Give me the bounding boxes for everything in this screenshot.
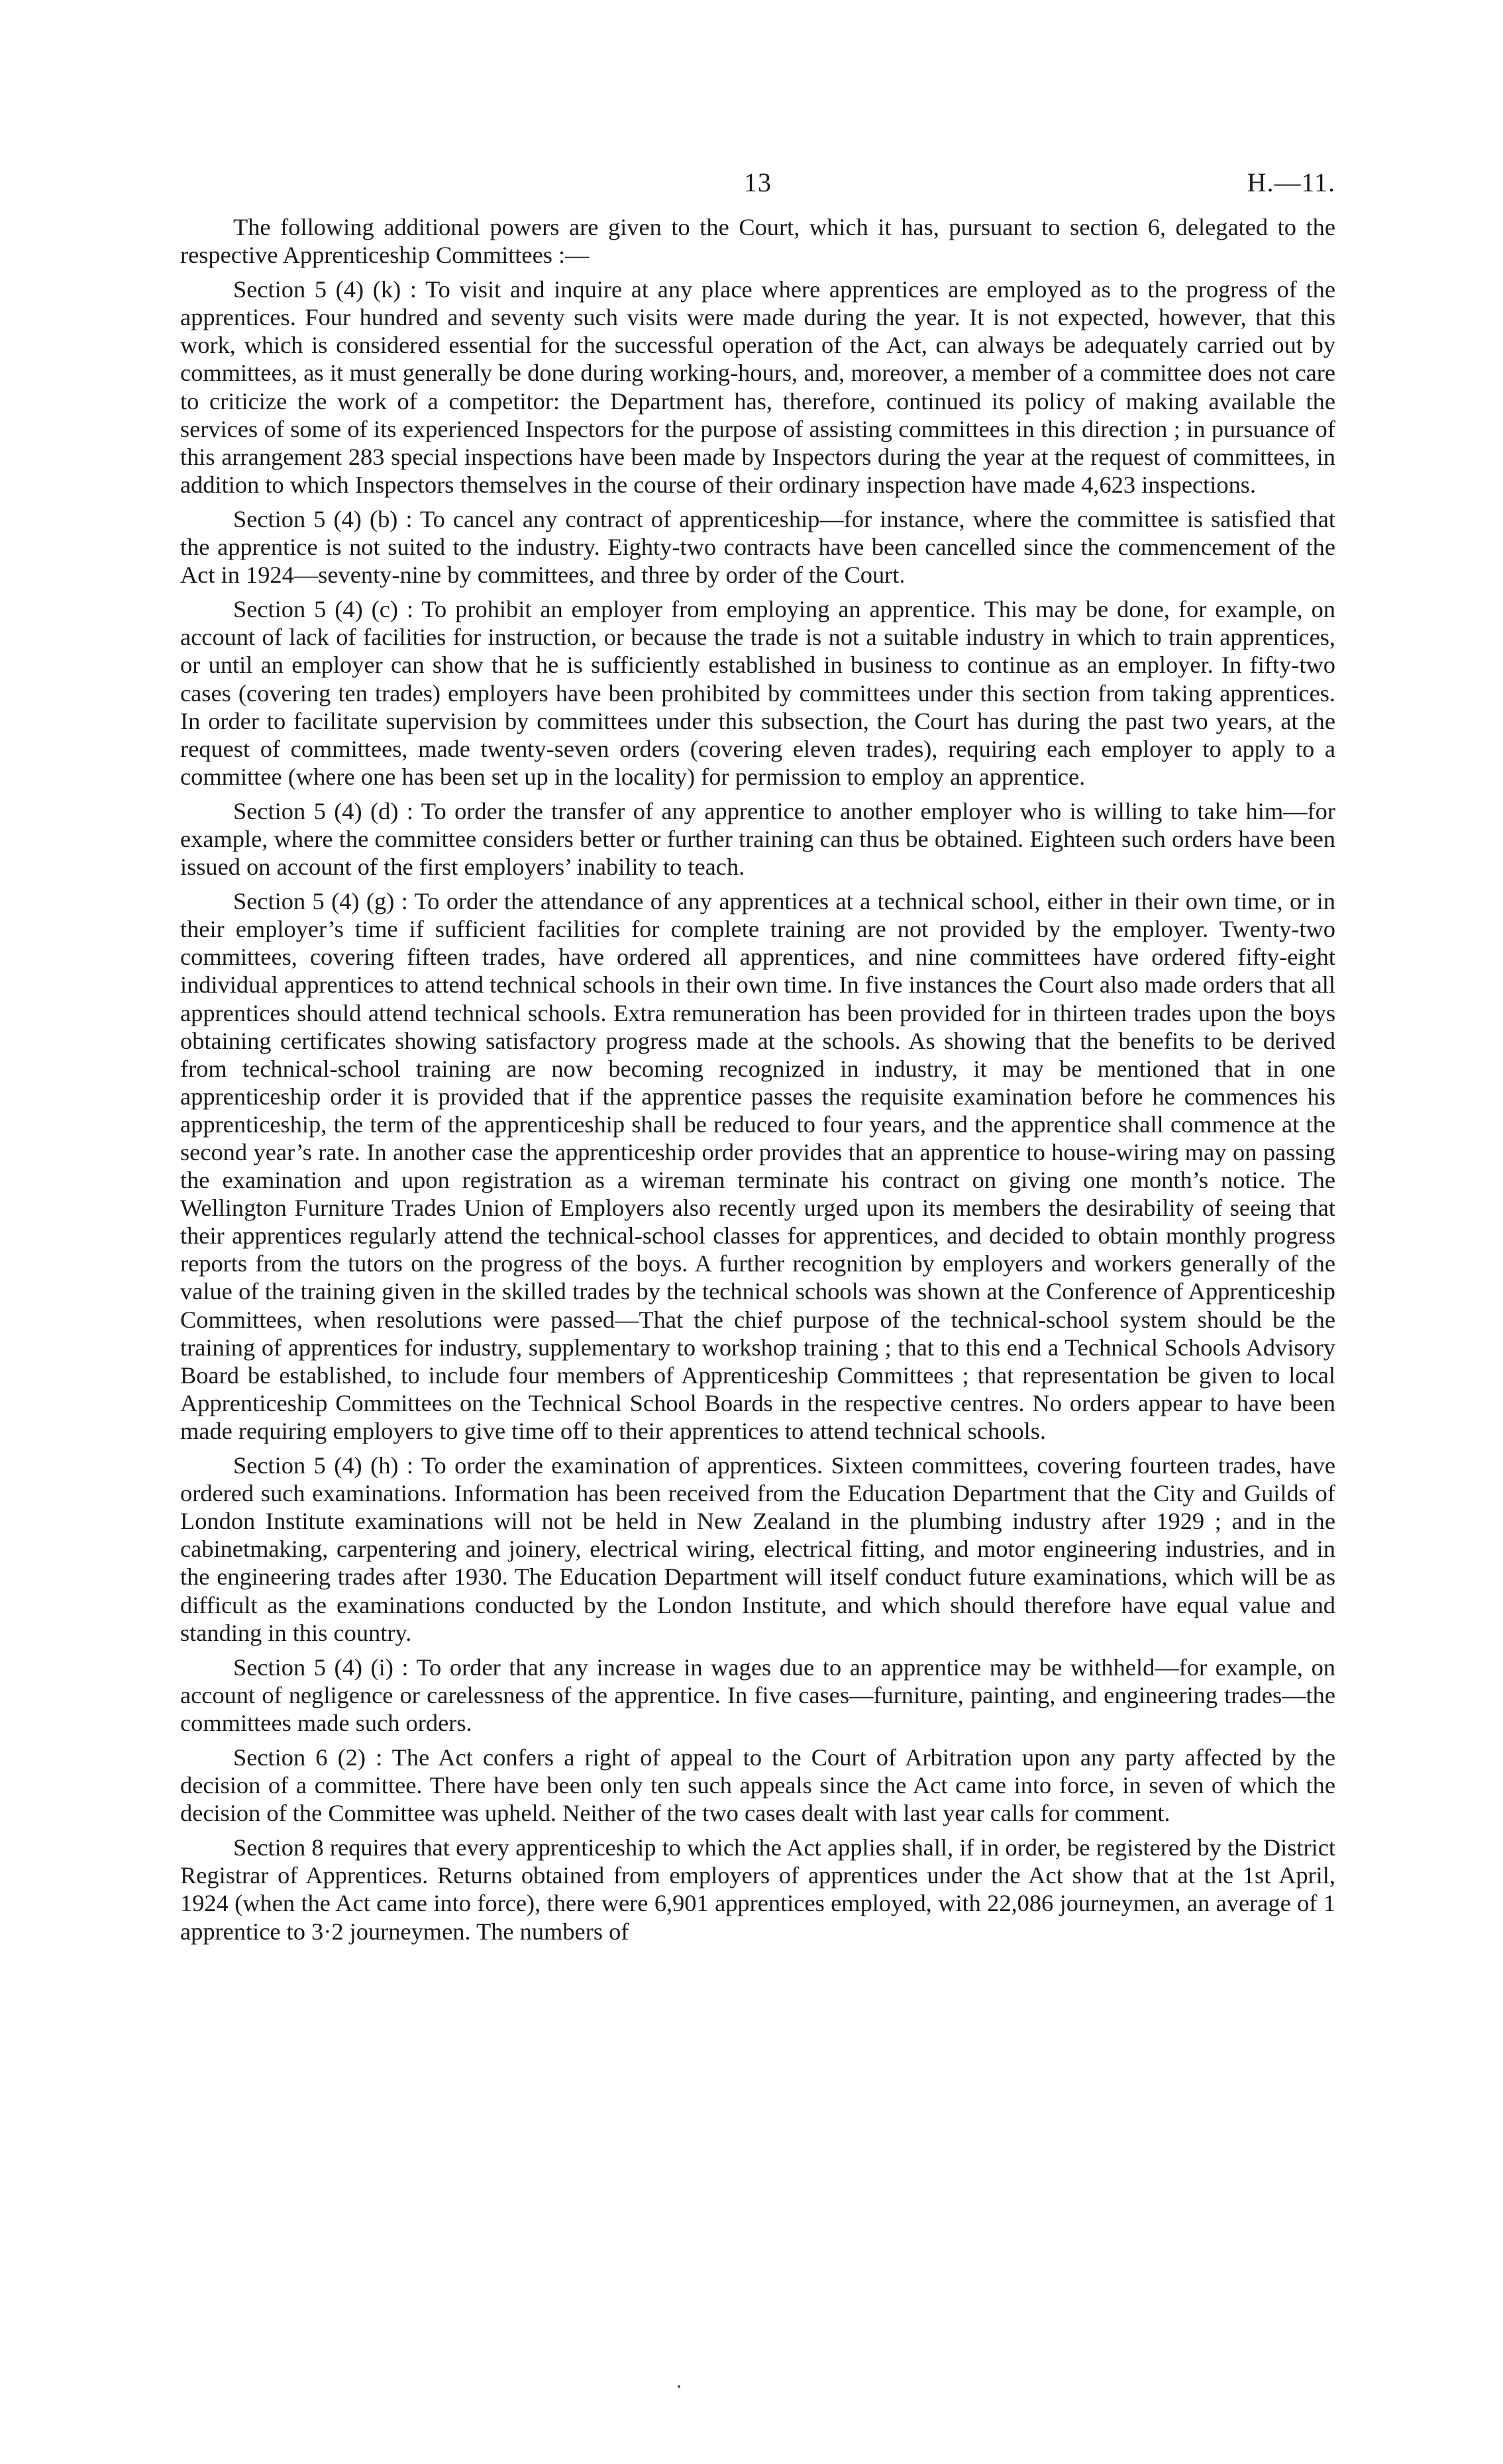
document-page (180, 167, 1335, 1952)
paragraph-section-5-4-i: Section 5 (4) (i) : To order that any increase in wages due to an apprentice may be withheld—for example, on account of negligence or carelessness of the apprentice. In five cases—furniture, painting, and engineering trades—the committees made such orders. (180, 1653, 1335, 1736)
page-speck-mark (678, 2385, 680, 2388)
paragraph-section-8: Section 8 requires that every apprenticeship to which the Act applies shall, if in order, be registered by the District Registrar of Apprentices. Returns obtained from employers of apprentices under the Act show that at the 1st April, 1924 (when the Act came into force), there were 6,901 apprentices employed, with 22,086 journeymen, an average of 1 apprentice to 3·2 journeymen. The numbers of (180, 1834, 1335, 1945)
paragraph-section-6-2: Section 6 (2) : The Act confers a right of appeal to the Court of Arbitration upon any party affected by the decision of a committee. There have been only ten such appeals since the Act came into force, in seven of which the decision of the Committee was upheld. Neither of the two cases dealt with last year calls for comment. (180, 1744, 1335, 1827)
document-reference: H.—11. (1247, 168, 1335, 197)
body-text (180, 213, 1335, 1946)
paragraph-intro: The following additional powers are given to the Court, which it has, pursuant to section 6, delegated to the respective Apprenticeship Committees :— (180, 214, 1335, 269)
page-number: 13 (744, 168, 772, 197)
paragraph-section-5-4-h: Section 5 (4) (h) : To order the examination of apprentices. Sixteen committees, covering fourteen trades, have ordered such examinations. Information has been received from the Education Department that the City and Guilds of London Institute examinations will not be held in New Zealand in the plumbing industry after 1929 ; and in the cabinetmaking, carpentering and joinery, electrical wiring, electrical fitting, and motor engineering industries, and in the engineering trades after 1930. The Education Department will itself conduct future examinations, which will be as difficult as the examinations conducted by the London Institute, and which should therefore have equal value and standing in this country. (180, 1452, 1335, 1646)
paragraph-section-5-4-c: Section 5 (4) (c) : To prohibit an employer from employing an apprentice. This may be done, for example, on account of lack of facilities for instruction, or because the trade is not a suitable industry in which to train apprentices, or until an employer can show that he is sufficiently established in business to continue as an employer. In fifty-two cases (covering ten trades) employers have been prohibited by committees under this section from taking apprentices. In order to facilitate supervision by committees under this subsection, the Court has during the past two years, at the request of committees, made twenty-seven orders (covering eleven trades), requiring each employer to apply to a committee (where one has been set up in the locality) for permission to employ an apprentice. (180, 596, 1335, 790)
paragraph-section-5-4-k: Section 5 (4) (k) : To visit and inquire at any place where apprentices are employed as to the progress of the apprentices. Four hundred and seventy such visits were made during the year. It is not expected, however, that this work, which is considered essential for the successful operation of the Act, can always be adequately carried out by committees, as it must generally be done during working-hours, and, moreover, a member of a committee does not care to criticize the work of a competitor: the Department has, therefore, continued its policy of making available the services of some of its experienced Inspectors for the purpose of assisting committees in this direction ; in pursuance of this arrangement 283 special inspections have been made by Inspectors during the year at the request of committees, in addition to which Inspectors themselves in the course of their ordinary inspection have made 4,623 inspections. (180, 276, 1335, 498)
paragraph-section-5-4-g: Section 5 (4) (g) : To order the attendance of any apprentices at a technical school, either in their own time, or in their employer’s time if sufficient facilities for complete training are not provided by the employer. Twenty-two committees, covering fifteen trades, have ordered all apprentices, and nine committees have ordered fifty-eight individual apprentices to attend technical schools in their own time. In five instances the Court also made orders that all apprentices should attend technical schools. Extra remuneration has been provided for in thirteen trades upon the boys obtaining certificates showing satisfactory progress made at the schools. As showing that the benefits to be derived from technical-school training are now becoming recognized in industry, it may be mentioned that in one apprenticeship order it is provided that if the apprentice passes the requisite examination before he commences his apprenticeship, the term of the apprenticeship shall be reduced to four years, and the apprentice shall commence at the second year’s rate. In another case the apprenticeship order provides that an apprentice to house-wiring may on passing the examination and upon registration as a wireman terminate his contract on giving one month’s notice. The Wellington Furniture Trades Union of Employers also recently urged upon its members the desirability of seeing that their apprentices regularly attend the technical-school classes for apprentices, and decided to obtain monthly progress reports from the tutors on the progress of the boys. A further recognition by employers and workers generally of the value of the training given in the skilled trades by the technical schools was shown at the Conference of Apprenticeship Committees, when resolutions were passed—That the chief purpose of the technical-school system should be the training of apprentices for industry, supplementary to workshop training ; that to this end a Technical Schools Advisory Board be established, to include four members of Apprenticeship Committees ; that representation be given to local Apprenticeship Committees on the Technical School Boards in the respective centres. No orders appear to have been made requiring employers to give time off to their apprentices to attend technical schools. (180, 888, 1335, 1444)
page-header (180, 167, 1335, 213)
paragraph-section-5-4-d: Section 5 (4) (d) : To order the transfer of any apprentice to another employer who is willing to take him—for example, where the committee considers better or further training can thus be obtained. Eighteen such orders have been issued on account of the first employers’ inability to teach. (180, 797, 1335, 881)
paragraph-section-5-4-b: Section 5 (4) (b) : To cancel any contract of apprenticeship—for instance, where the committee is satisfied that the apprentice is not suited to the industry. Eighty-two contracts have been cancelled since the commencement of the Act in 1924—seventy-nine by committees, and three by order of the Court. (180, 505, 1335, 589)
